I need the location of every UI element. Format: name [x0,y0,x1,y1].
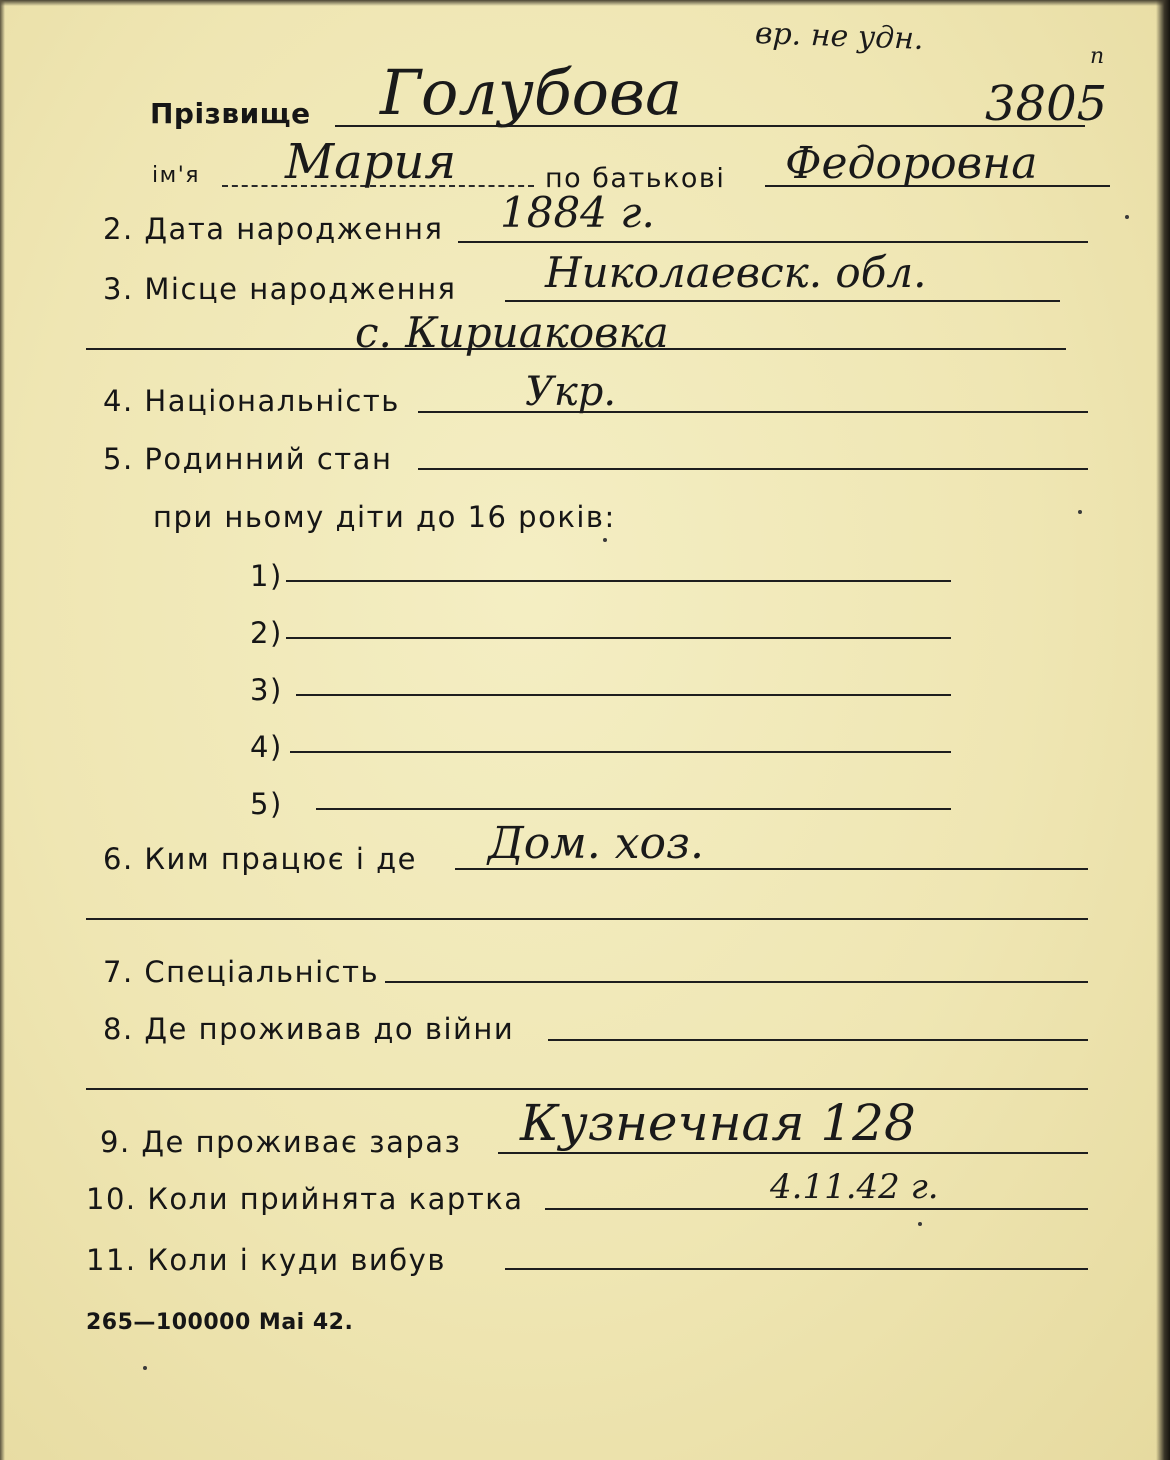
prewar-residence-label: 8. Де проживав до війни [103,1012,515,1046]
surname-label: Прізвище [150,97,311,130]
departed-line [505,1268,1088,1270]
paper-speck [603,538,607,542]
birth-place-label: 3. Місце народження [103,272,457,306]
scan-edge-left [0,0,5,1460]
prewar-residence-line [548,1039,1088,1041]
child-3-line [296,694,951,696]
birth-date-label: 2. Дата народження [103,212,444,246]
paper-speck [1078,510,1082,514]
child-5-label: 5) [250,787,283,821]
handwritten-card-number-suffix: п [1090,44,1105,69]
paper-speck [918,1222,922,1226]
occupation-label: 6. Ким працює і де [103,842,418,876]
name-label: ім'я [152,163,200,188]
handwritten-card-date: 4.11.42 г. [770,1167,939,1207]
child-2-label: 2) [250,616,283,650]
card-accepted-label: 10. Коли прийнята картка [86,1182,524,1216]
specialty-label: 7. Спеціальність [103,955,380,989]
nationality-line [418,411,1088,413]
print-footer: 265—100000 Mai 42. [86,1310,354,1335]
child-5-line [316,808,951,810]
current-residence-label: 9. Де проживає зараз [100,1125,462,1159]
prewar-residence-line-2 [86,1088,1088,1090]
birth-date-line [458,241,1088,243]
child-1-label: 1) [250,559,283,593]
handwritten-top-note: вр. не удн. [754,16,925,57]
handwritten-surname: Голубова [380,56,683,129]
handwritten-current-address: Кузнечная 128 [520,1094,916,1152]
child-3-label: 3) [250,673,283,707]
handwritten-occupation: Дом. хоз. [488,818,705,869]
scan-edge-top [0,0,1170,6]
current-residence-line [498,1152,1088,1154]
handwritten-name: Мария [285,134,457,190]
child-4-label: 4) [250,730,283,764]
handwritten-card-number: 3805 [985,76,1108,132]
specialty-line [385,981,1088,983]
scan-edge-right [1156,0,1170,1460]
handwritten-nationality: Укр. [525,369,617,415]
marital-status-label: 5. Родинний стан [103,442,393,476]
child-4-line [290,751,951,753]
patronymic-label: по батькові [545,163,726,194]
birth-place-line [505,300,1060,302]
handwritten-patronymic: Федоровна [785,138,1038,189]
occupation-line-2 [86,918,1088,920]
child-2-line [286,637,951,639]
child-1-line [286,580,951,582]
children-label: при ньому діти до 16 років: [153,500,616,534]
handwritten-birth-place-line1: Николаевск. обл. [545,248,927,297]
paper-speck [143,1366,147,1370]
nationality-label: 4. Національність [103,384,400,418]
handwritten-birth-place-line2: с. Кириаковка [355,308,669,357]
card-accepted-line [545,1208,1088,1210]
marital-status-line [418,468,1088,470]
paper-speck [1125,215,1129,219]
departed-label: 11. Коли і куди вибув [86,1243,446,1277]
handwritten-birth-date: 1884 г. [500,188,655,237]
